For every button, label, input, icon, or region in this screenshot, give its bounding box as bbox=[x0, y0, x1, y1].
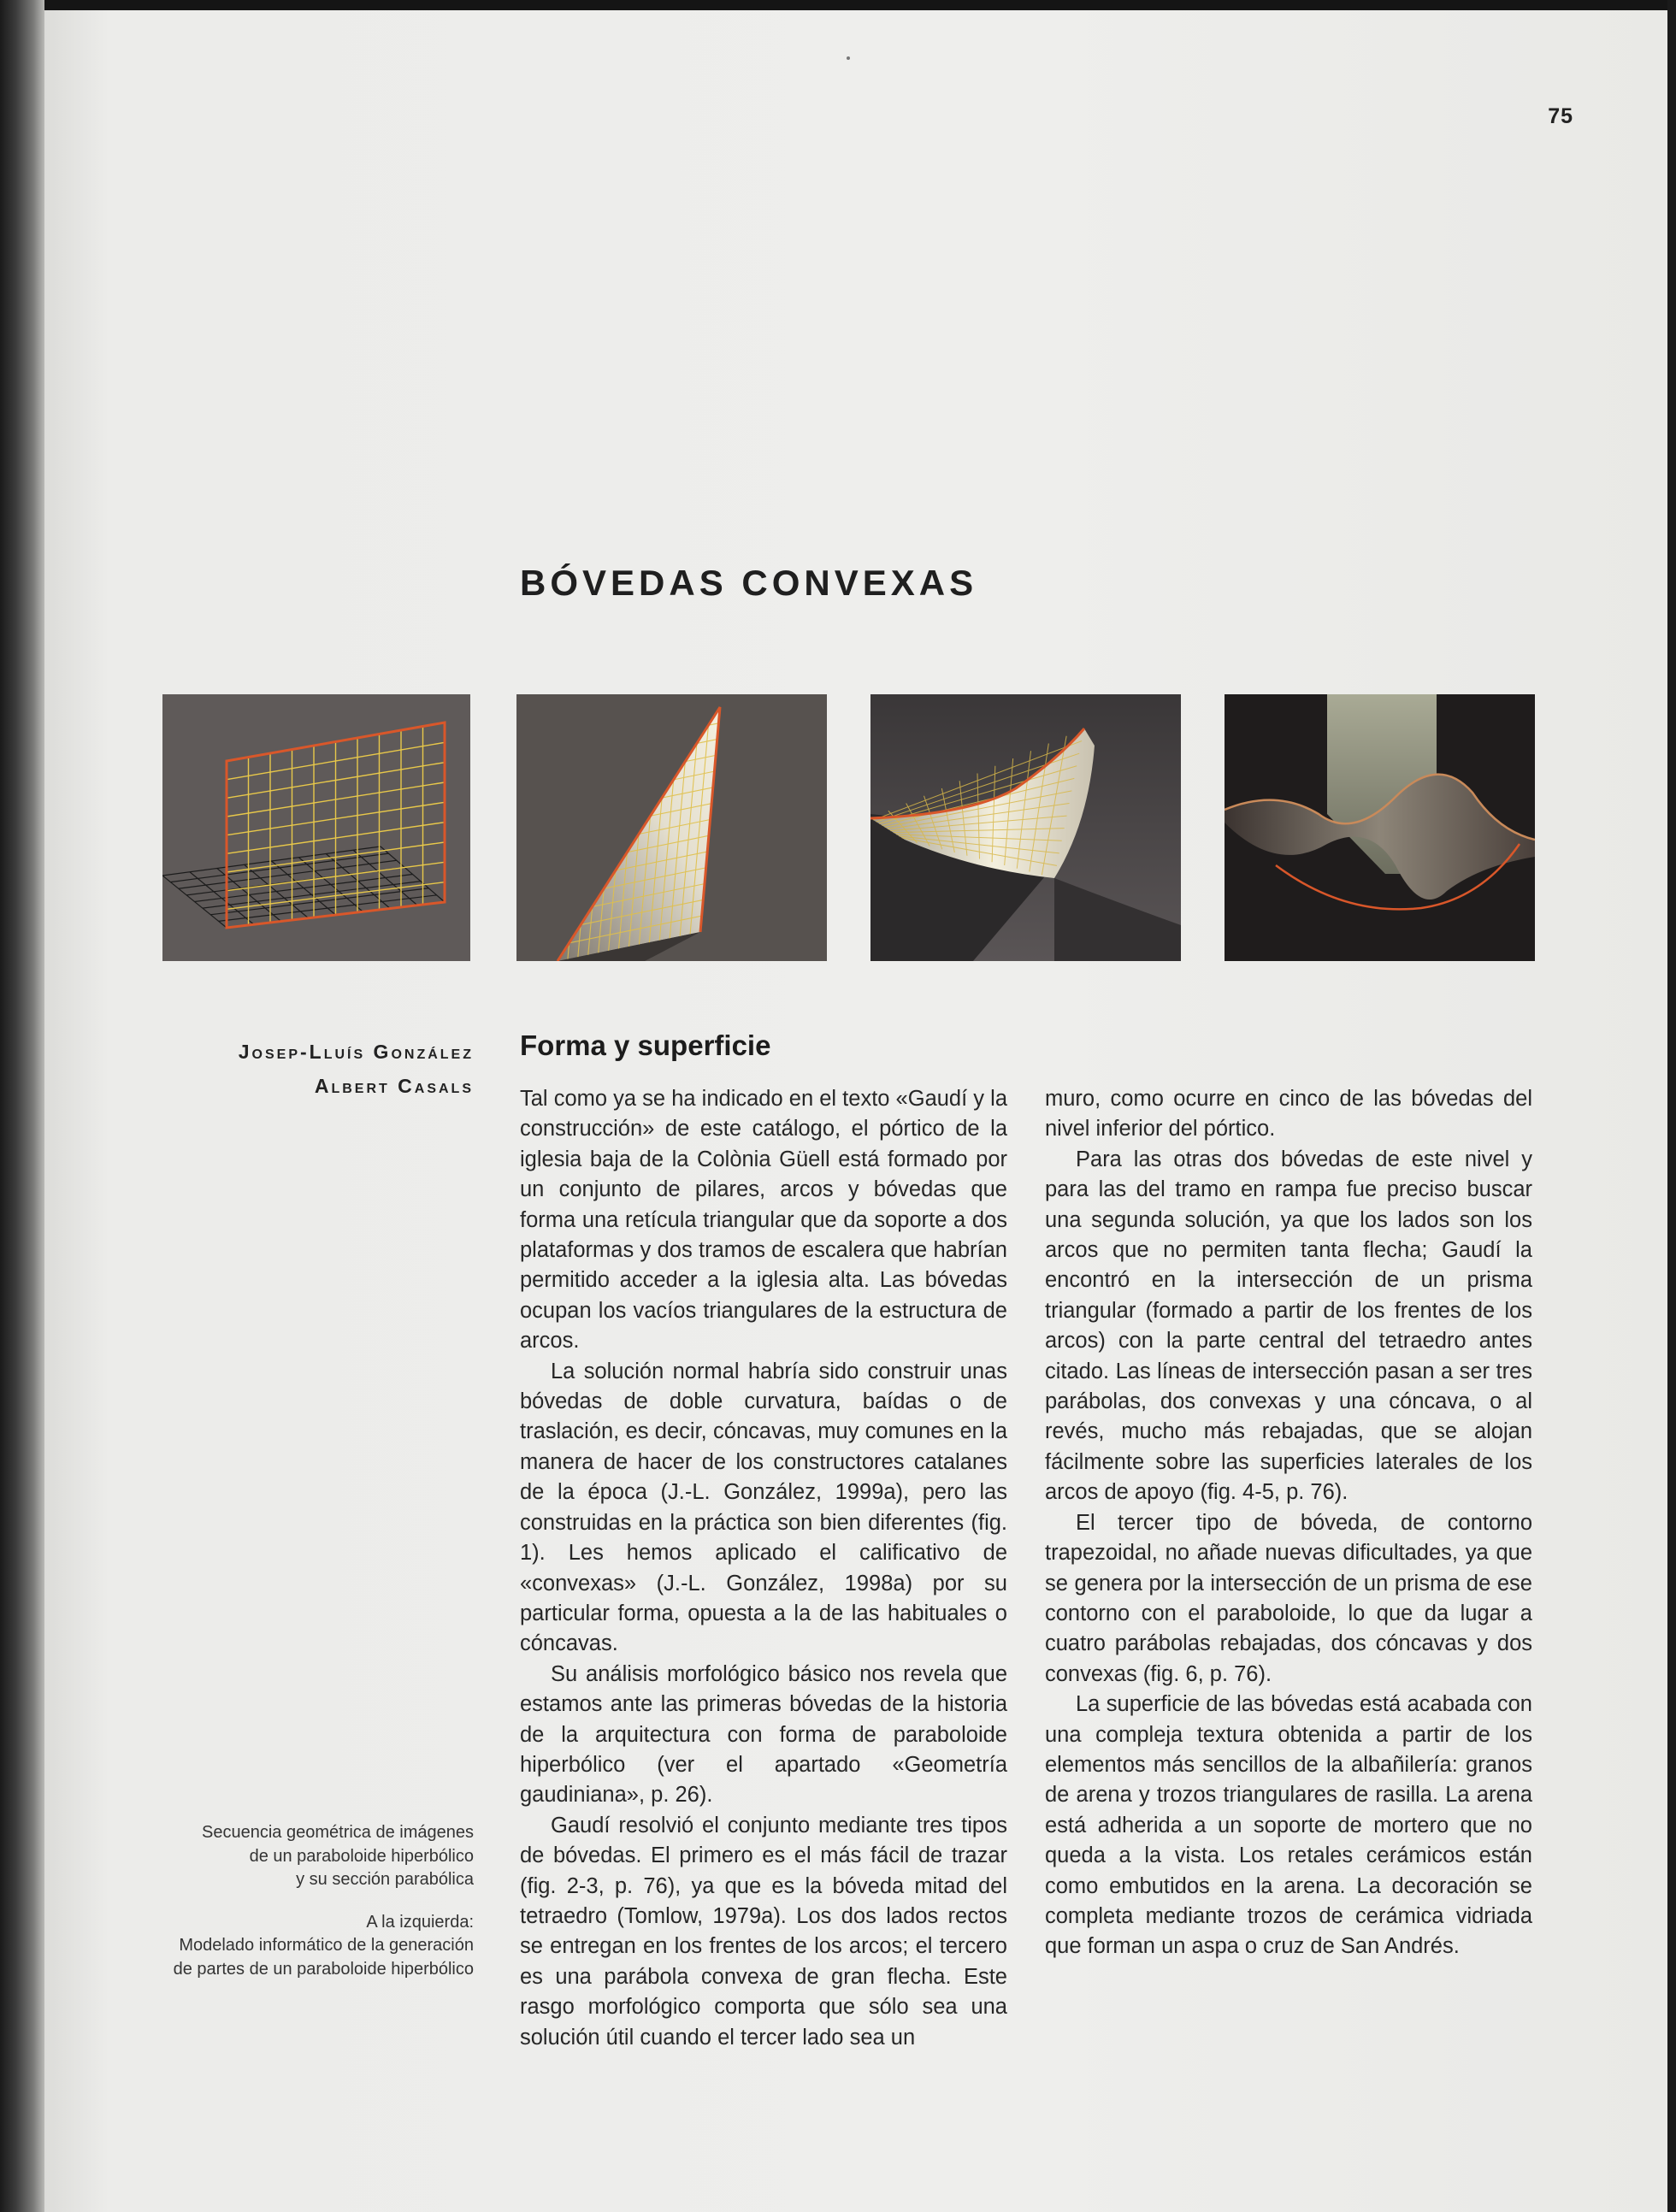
caption-line: Secuencia geométrica de imágenes bbox=[202, 1823, 474, 1842]
caption-line: y su sección parabólica bbox=[296, 1870, 474, 1889]
figure-plane-grid bbox=[162, 694, 470, 961]
figure-parabolic-section bbox=[1225, 694, 1535, 961]
caption bbox=[120, 1821, 474, 1892]
figure-tetrahedron-surface bbox=[516, 694, 827, 961]
caption-line: A la izquierda: bbox=[366, 1912, 474, 1932]
scan-right-edge bbox=[1667, 0, 1676, 2212]
paragraph: La solución normal habría sido construir unas bóvedas de doble curvatura, baídas o de traslación, es decir, cóncavas, muy comunes en la manera de hacer de los constructores catalanes de la época (J.-L. González, 1999a), pero las construidas en la práctica son bien diferentes (fig. 1). Les hemos aplicado el calificativo de «convexas» (J.-L. González, 1998a) por su particular forma, opuesta a la de las habituales o cóncavas. bbox=[520, 1359, 1007, 1656]
paragraph: Gaudí resolvió el conjunto mediante tres tipos de bóvedas. El primero es el más fácil de trazar (fig. 2-3, p. 76), ya que es la bóveda mitad del tetraedro (Tomlow, 1979a). Los dos lados rectos se entregan en los frentes de los arcos; el tercero es una parábola convexa de gran flecha. Este rasgo morfológico comporta que sólo sea una solución útil cuando el tercer lado sea un bbox=[520, 1813, 1007, 2050]
paragraph: La superficie de las bóvedas está acabada con una compleja textura obtenida a partir de los elementos más sencillos de la albañilería: granos de arena y trozos triangulares de rasilla. La arena está adherida a un soporte de mortero que no queda a la vista. Los retales cerámicos están como embutidos en la arena. La decoración se completa mediante trozos de cerámica vidriada que forman un aspa o cruz de San Andrés. bbox=[1045, 1692, 1532, 1959]
caption-line: de partes de un paraboloide hiperbólico bbox=[173, 1959, 474, 1979]
text-column-right bbox=[1045, 1084, 1532, 1962]
book-spine-shadow bbox=[0, 0, 44, 2212]
caption-line: de un paraboloide hiperbólico bbox=[249, 1846, 474, 1866]
paragraph: Para las otras dos bóvedas de este nivel y para las del tramo en rampa fue preciso buscar una segunda solución, ya que los lados son los arcos que no permiten tanta flecha; Gaudí la encontró en la intersección de un prisma triangular (formado a partir de los frentes de los arcos) con la parte central del tetraedro antes citado. Las líneas de intersección pasan a ser tres parábolas, dos convexas y una cóncava, o al revés, mucho más rebajadas, que se alojan fácilmente sobre las superficies laterales de los arcos de apoyo (fig. 4-5, p. 76). bbox=[1045, 1147, 1532, 1505]
page-number: 75 bbox=[1548, 104, 1573, 128]
author-name: Josep-Lluís González bbox=[238, 1041, 474, 1063]
figure-captions bbox=[120, 1821, 474, 2000]
text-column-left bbox=[520, 1084, 1007, 2053]
figure-saddle-surface bbox=[870, 694, 1181, 961]
section-title: BÓVEDAS CONVEXAS bbox=[520, 563, 978, 603]
caption-line: Modelado informático de la generación bbox=[179, 1936, 474, 1955]
subheading: Forma y superficie bbox=[520, 1029, 771, 1061]
paragraph: muro, como ocurre en cinco de las bóvedas del nivel inferior del pórtico. bbox=[1045, 1087, 1532, 1141]
author-credits bbox=[137, 1035, 474, 1103]
scan-top-edge bbox=[0, 0, 1676, 10]
print-speck bbox=[847, 56, 850, 60]
paragraph: Su análisis morfológico básico nos revela que estamos ante las primeras bóvedas de la historia de la arquitectura con forma de paraboloide hiperbólico (ver el apartado «Geometría gaudiniana», p. 26). bbox=[520, 1661, 1007, 1808]
paragraph: El tercer tipo de bóveda, de contorno trapezoidal, no añade nuevas dificultades, ya que se genera por la intersección de un prisma de ese contorno con el paraboloide, lo que da lugar a cuatro parábolas rebajadas, dos cóncavas y dos convexas (fig. 6, p. 76). bbox=[1045, 1510, 1532, 1686]
author-name: Albert Casals bbox=[314, 1075, 474, 1097]
paragraph: Tal como ya se ha indicado en el texto «Gaudí y la construcción» de este catálogo, el pórtico de la iglesia baja de la Colònia Güell está formado por un conjunto de pilares, arcos y bóvedas que forma una retícula triangular que da soporte a dos plataformas y dos tramos de escalera que habrían permitido acceder a la iglesia alta. Las bóvedas ocupan los vacíos triangulares de la estructura de arcos. bbox=[520, 1087, 1007, 1354]
caption bbox=[120, 1911, 474, 1982]
